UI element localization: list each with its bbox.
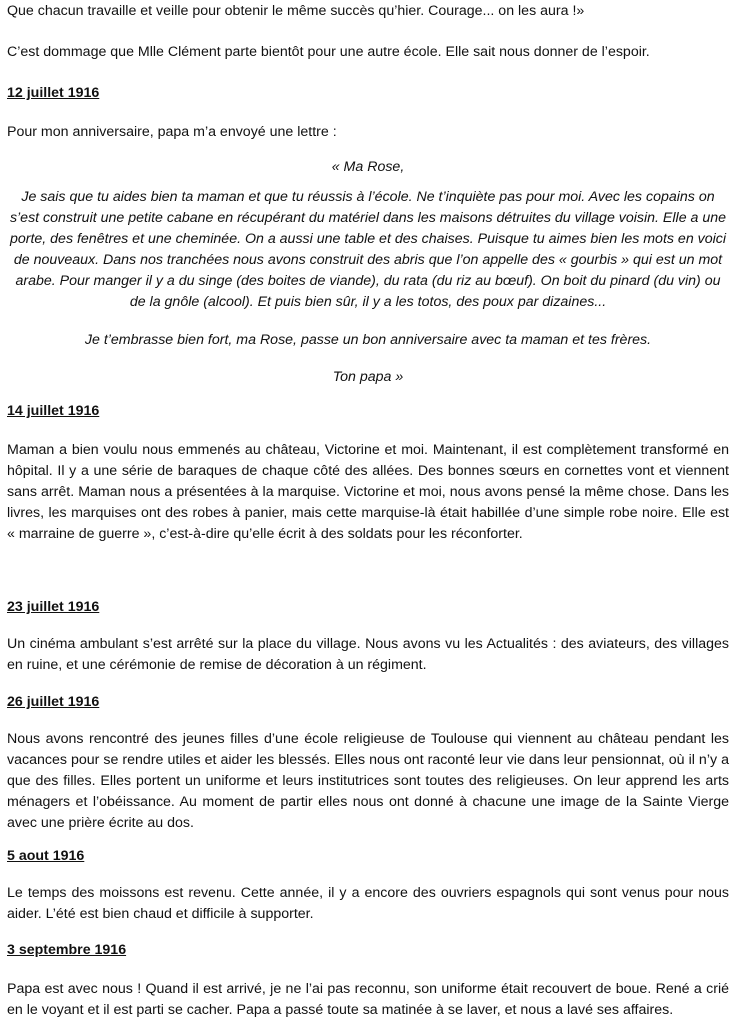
entry-text-26-juillet: Nous avons rencontré des jeunes filles d’une école religieuse de Toulouse qui viennent au château pendant les vacances pour se rendre utiles et aider les blessés. Elles nous ont raconté leur vie dans leur pensionnat, où il n’y a que des filles. Elles portent un uniforme et leurs institutrices sont toutes des religieuses. On leur apprend les arts ménagers et l’obéissance. Au moment de partir elles nous ont donné à chacune une image de la Sainte Vierge avec une prière écrite au dos.	[7, 731, 729, 831]
entry-text-14-juillet: Maman a bien voulu nous emmenés au château, Victorine et moi. Maintenant, il est complètement transformé en hôpital. Il y a une série de baraques de chaque côté des allées. Des bonnes sœurs en cornettes vont et viennent sans arrêt. Maman nous a présentées à la marquise. Victorine et moi, nous avons pensé la même chose. Dans les livres, les marquises ont des robes à panier, mais cette marquise-là était habillée d’une simple robe noire. Elle est « marraine de guerre », c’est-à-dire qu’elle écrit à des soldats pour les réconforter.	[7, 442, 729, 542]
entry-date-3-septembre: 3 septembre 1916	[7, 942, 127, 958]
letter-closing: Je t’embrasse bien fort, ma Rose, passe un bon anniversaire avec ta maman et tes frères.	[84, 332, 652, 348]
entry-date-5-aout: 5 aout 1916	[7, 848, 85, 864]
entry-text-12-juillet: Pour mon anniversaire, papa m’a envoyé une lettre :	[7, 124, 337, 140]
intro-line-2: C’est dommage que Mlle Clément parte bientôt pour une autre école. Elle sait nous donner de l’espoir.	[7, 44, 650, 60]
letter-signature: Ton papa »	[332, 369, 404, 385]
entry-text-5-aout: Le temps des moissons est revenu. Cette année, il y a encore des ouvriers espagnols qui sont venus pour nous aider. L’été est bien chaud et difficile à supporter.	[7, 885, 729, 922]
entry-date-23-juillet: 23 juillet 1916	[7, 599, 100, 615]
entry-date-26-juillet: 26 juillet 1916	[7, 694, 100, 710]
entry-text-3-septembre: Papa est avec nous ! Quand il est arrivé, je ne l’ai pas reconnu, son uniforme était recouvert de boue. René a crié en le voyant et il est parti se cacher. Papa a passé toute sa matinée à se laver, et nous a lavé ses affaires.	[7, 981, 729, 1018]
intro-line-1: Que chacun travaille et veille pour obtenir le même succès qu’hier. Courage... on les aura !»	[7, 3, 585, 19]
entry-date-12-juillet: 12 juillet 1916	[7, 85, 100, 101]
entry-date-14-juillet: 14 juillet 1916	[7, 403, 100, 419]
letter-salutation: « Ma Rose,	[331, 159, 405, 175]
letter-body: Je sais que tu aides bien ta maman et que tu réussis à l’école. Ne t’inquiète pas pour moi. Avec les copains on s’est construit une petite cabane en récupérant du matériel dans les maisons détruites du village voisin. Elle a une porte, des fenêtres et une cheminée. On a aussi une table et des chaises. Puisque tu aimes bien les mots en voici de nouveaux. Dans nos tranchées nous avons construit des abris que l’on appelle des « gourbis » qui est un mot arabe. Pour manger il y a du singe (des boites de viande), du rata (du riz au bœuf). On boit du pinard (du vin) ou de la gnôle (alcool). Et puis bien sûr, il y a les totos, des poux par dizaines...	[9, 189, 727, 310]
entry-text-23-juillet: Un cinéma ambulant s’est arrêté sur la place du village. Nous avons vu les Actualités : des aviateurs, des villages en ruine, et une cérémonie de remise de décoration à un régiment.	[7, 636, 729, 673]
